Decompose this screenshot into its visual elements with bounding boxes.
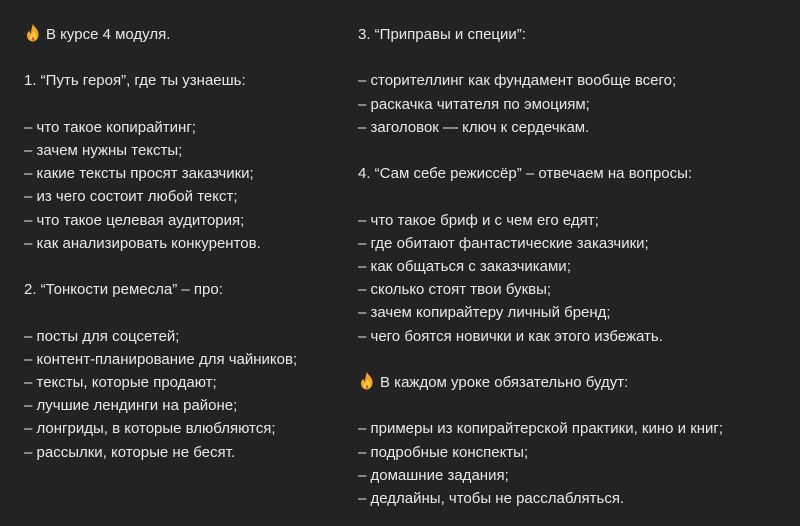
list-item: – какие тексты просят заказчики;	[24, 165, 254, 183]
module-1-list	[24, 116, 354, 255]
fire-icon	[24, 23, 42, 46]
list-item: – раскачка читателя по эмоциям;	[358, 95, 590, 113]
module-4-list	[358, 209, 798, 348]
module-2-title: 2. “Тонкости ремесла” – про:	[24, 281, 223, 299]
module-3-title: 3. “Приправы и специи”:	[358, 26, 526, 43]
module-4-title: 4. “Сам себе режиссёр” – отвечаем на вопросы:	[358, 165, 693, 183]
list-item: – домашние задания;	[358, 466, 509, 484]
list-item: – как анализировать конкурентов.	[24, 234, 261, 252]
list-item: – где обитают фантастические заказчики;	[358, 234, 649, 252]
list-item: – заголовок — ключ к сердечкам.	[358, 118, 590, 136]
every-lesson-title-line	[358, 371, 798, 394]
module-2-list	[24, 325, 354, 464]
list-item: – из чего состоит любой текст;	[24, 188, 238, 206]
fire-icon	[358, 371, 376, 394]
left-column	[24, 23, 354, 464]
list-item: – сторителлинг как фундамент вообще всего;	[358, 72, 677, 90]
list-item: – зачем нужны тексты;	[24, 141, 183, 159]
list-item: – контент-планирование для чайников;	[24, 350, 298, 368]
list-item: – рассылки, которые не бесят.	[24, 443, 235, 461]
module-1-title: 1. “Путь героя”, где ты узнаешь:	[24, 72, 246, 90]
list-item: – что такое бриф и с чем его едят;	[358, 211, 599, 229]
intro-line	[24, 23, 354, 46]
list-item: – зачем копирайтеру личный бренд;	[358, 304, 611, 322]
list-item: – что такое копирайтинг;	[24, 118, 196, 136]
right-column	[358, 23, 798, 510]
every-lesson-title: В каждом уроке обязательно будут:	[380, 373, 629, 391]
every-lesson-list	[358, 417, 798, 510]
list-item: – как общаться с заказчиками;	[358, 257, 571, 275]
list-item: – тексты, которые продают;	[24, 373, 217, 391]
list-item: – дедлайны, чтобы не расслабляться.	[358, 489, 625, 507]
list-item: – чего боятся новички и как этого избежать.	[358, 327, 663, 345]
list-item: – что такое целевая аудитория;	[24, 211, 245, 229]
list-item: – посты для соцсетей;	[24, 327, 180, 345]
list-item: – лучшие лендинги на районе;	[24, 397, 238, 415]
intro-text: В курсе 4 модуля.	[46, 26, 171, 43]
list-item: – примеры из копирайтерской практики, кино и книг;	[358, 420, 724, 438]
list-item: – подробные конспекты;	[358, 443, 529, 461]
list-item: – сколько стоят твои буквы;	[358, 281, 552, 299]
module-3-list	[358, 69, 798, 139]
list-item: – лонгриды, в которые влюбляются;	[24, 420, 276, 438]
